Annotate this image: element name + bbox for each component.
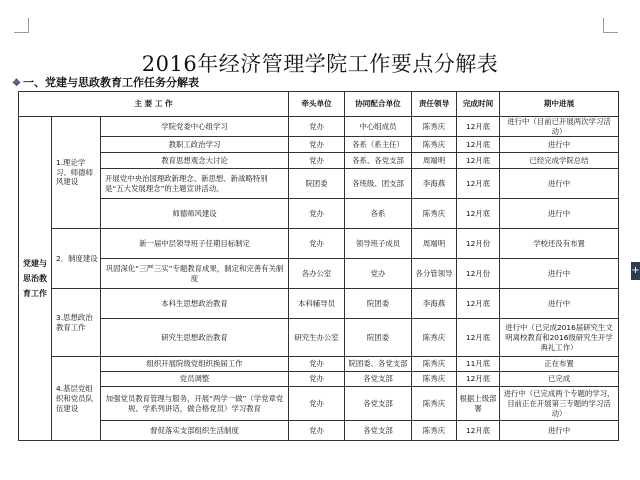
resp-cell: 陈秀庆	[412, 137, 457, 153]
progress-cell: 进行中	[500, 421, 619, 441]
table-row	[19, 319, 619, 357]
progress-cell: 进行中	[500, 289, 619, 319]
resp-cell: 陈秀庆	[412, 421, 457, 441]
time-cell: 12月底	[457, 169, 500, 199]
resp-cell: 陈秀庆	[412, 199, 457, 229]
table-row	[19, 387, 619, 421]
coop-cell: 院团委、各党支部	[345, 357, 412, 372]
task-cell: 教育思想观念大讨论	[101, 153, 289, 169]
table-row	[19, 259, 619, 289]
time-cell: 12月份	[457, 259, 500, 289]
lead-cell: 本科辅导员	[289, 289, 345, 319]
progress-cell: 进行中（目前已开展两次学习活动）	[500, 117, 619, 137]
header-coop-unit: 协同配合单位	[345, 92, 412, 117]
progress-cell: 学校还没有布置	[500, 229, 619, 259]
resp-cell: 李海燕	[412, 169, 457, 199]
time-cell: 12月底	[457, 117, 500, 137]
subcategory-cell: 2．制度建设	[52, 229, 101, 289]
category-cell: 党建与思治教育工作	[19, 117, 52, 441]
resp-cell: 各分管领导	[412, 259, 457, 289]
subcategory-cell: 4.基层党组织和党员队伍建设	[52, 357, 101, 441]
expand-plus-icon[interactable]: +	[631, 262, 640, 280]
table-row	[19, 153, 619, 169]
time-cell: 12月底	[457, 421, 500, 441]
task-cell: 本科生思想政治教育	[101, 289, 289, 319]
task-cell: 党员调整	[101, 372, 289, 387]
resp-cell: 陈秀庆	[412, 387, 457, 421]
time-cell: 12月底	[457, 199, 500, 229]
task-cell: 督促落实支部组织生活制度	[101, 421, 289, 441]
lead-cell: 党办	[289, 387, 345, 421]
table-row	[19, 289, 619, 319]
time-cell: 12月底	[457, 319, 500, 357]
time-cell: 11月底	[457, 357, 500, 372]
table-row	[19, 117, 619, 137]
section-heading-text: 一、党建与思政教育工作任务分解表	[22, 76, 199, 89]
progress-cell: 进行中	[500, 169, 619, 199]
lead-cell: 党办	[289, 153, 345, 169]
coop-cell: 各党支部	[345, 372, 412, 387]
crop-mark-top-left	[14, 18, 29, 33]
task-cell: 加强党员教育管理与服务，开展“两学一做”（学党章党规、学系列讲话，做合格党员）学习教育	[101, 387, 289, 421]
resp-cell: 陈秀庆	[412, 117, 457, 137]
table-row	[19, 199, 619, 229]
resp-cell: 陈秀庆	[412, 319, 457, 357]
task-table	[18, 91, 619, 441]
table-row	[19, 169, 619, 199]
coop-cell: 院团委	[345, 289, 412, 319]
table-row	[19, 357, 619, 372]
section-marker-icon: ❖	[12, 78, 21, 89]
time-cell: 根据上级部署	[457, 387, 500, 421]
task-cell: 新一届中层领导班子任期目标制定	[101, 229, 289, 259]
header-lead-unit: 牵头单位	[289, 92, 345, 117]
lead-cell: 党办	[289, 137, 345, 153]
task-cell: 师德师风建设	[101, 199, 289, 229]
progress-cell: 进行中（已完成两个专题的学习，目前正在开展第三专题的学习活动）	[500, 387, 619, 421]
resp-cell: 周端明	[412, 153, 457, 169]
progress-cell: 已完成	[500, 372, 619, 387]
time-cell: 12月底	[457, 372, 500, 387]
resp-cell: 李海燕	[412, 289, 457, 319]
subcategory-cell: 3.思想政治教育工作	[52, 289, 101, 357]
time-cell: 12月底	[457, 153, 500, 169]
lead-cell: 党办	[289, 117, 345, 137]
time-cell: 12月底	[457, 137, 500, 153]
lead-cell: 党办	[289, 421, 345, 441]
table-row	[19, 421, 619, 441]
resp-cell: 陈秀庆	[412, 372, 457, 387]
section-heading	[12, 74, 199, 90]
lead-cell: 党办	[289, 372, 345, 387]
header-progress: 期中进展	[500, 92, 619, 117]
progress-cell: 进行中	[500, 199, 619, 229]
lead-cell: 研究生办公室	[289, 319, 345, 357]
resp-cell: 周端明	[412, 229, 457, 259]
progress-cell: 已经完成学院总结	[500, 153, 619, 169]
lead-cell: 党办	[289, 357, 345, 372]
table-row	[19, 372, 619, 387]
lead-cell: 各办公室	[289, 259, 345, 289]
crop-mark-top-right	[603, 18, 618, 33]
coop-cell: 各班级、团支部	[345, 169, 412, 199]
progress-cell: 进行中	[500, 137, 619, 153]
task-cell: 研究生思想政治教育	[101, 319, 289, 357]
coop-cell: 各党支部	[345, 421, 412, 441]
lead-cell: 党办	[289, 229, 345, 259]
task-cell: 学院党委中心组学习	[101, 117, 289, 137]
task-cell: 开展党中央治国理政新理念、新思想、新战略特别是“五大发展理念”的主题宣讲活动。	[101, 169, 289, 199]
lead-cell: 院团委	[289, 169, 345, 199]
coop-cell: 党办	[345, 259, 412, 289]
coop-cell: 领导班子成员	[345, 229, 412, 259]
table-row	[19, 229, 619, 259]
header-deadline: 完成时间	[457, 92, 500, 117]
coop-cell: 各系、各党支部	[345, 153, 412, 169]
task-cell: 组织开展院级党组织换届工作	[101, 357, 289, 372]
coop-cell: 各系	[345, 199, 412, 229]
task-cell: 巩固深化“三严三实”专题教育成果，制定和完善有关制度	[101, 259, 289, 289]
lead-cell: 党办	[289, 199, 345, 229]
subcategory-cell: 1.理论学习、师德师风建设	[52, 117, 101, 229]
table-row	[19, 137, 619, 153]
task-cell: 教职工政治学习	[101, 137, 289, 153]
document-title: 2016年经济管理学院工作要点分解表	[141, 52, 499, 76]
resp-cell: 陈秀庆	[412, 357, 457, 372]
header-main-task: 主 要 工 作	[19, 92, 289, 117]
coop-cell: 院团委	[345, 319, 412, 357]
coop-cell: 中心组成员	[345, 117, 412, 137]
progress-cell: 正在布置	[500, 357, 619, 372]
coop-cell: 各党支部	[345, 387, 412, 421]
time-cell: 12月底	[457, 289, 500, 319]
progress-cell: 进行中	[500, 259, 619, 289]
coop-cell: 各系（系主任）	[345, 137, 412, 153]
time-cell: 12月份	[457, 229, 500, 259]
table-header-row	[19, 92, 619, 117]
progress-cell: 进行中（已完成2016届研究生文明离校教育和2016级研究生开学典礼工作）	[500, 319, 619, 357]
header-responsible: 责任领导	[412, 92, 457, 117]
